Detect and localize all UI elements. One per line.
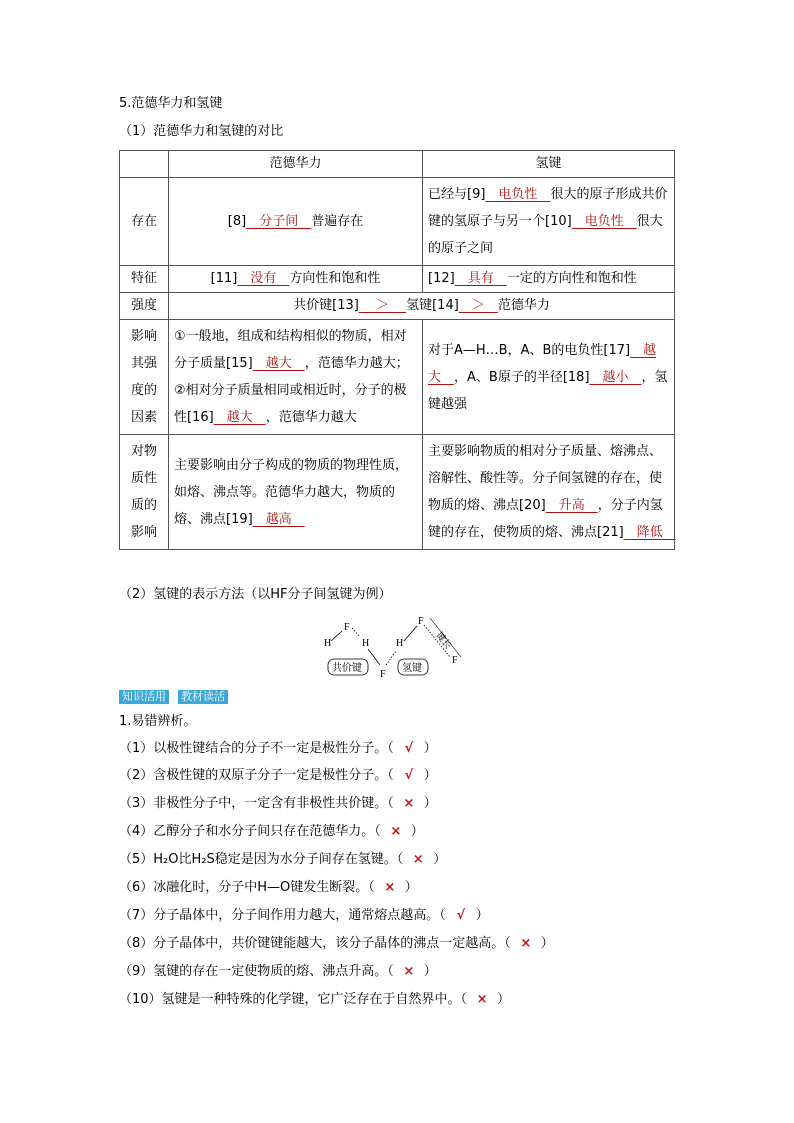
cross-mark: × [412, 852, 424, 867]
atom-f-1: F [344, 622, 350, 633]
cross-mark: × [476, 992, 488, 1007]
hf-hydrogen-bond-diagram [318, 613, 478, 681]
answer-8: 分子间 [246, 214, 312, 229]
exercise-title: 1.易错辨析。 [119, 714, 197, 729]
header-vdw: 范德华力 [169, 151, 423, 178]
cell-factors-hbond: 对于A—H…B，A、B的电负性[17] 越大 ，A、B原子的半径[18] 越小 ，氢键越强 [423, 320, 675, 435]
answer-12: 具有 [454, 271, 507, 286]
atom-h-3: H [396, 638, 404, 649]
exercise-item: （7）分子晶体中，分子间作用力越大，通常熔点越高。（ √ ） [119, 908, 489, 923]
row-label-feature: 特征 [120, 266, 169, 293]
cell-factors-vdw: ①一般地，组成和结构相似的物质，相对分子质量[15] 越大 ，范德华力越大； ②相对分子质量相同或相近时，分子的极性[16] 越大 ，范德华力越大 [169, 320, 423, 435]
header-cell-empty [120, 151, 169, 178]
exercise-item: （10）氢键是一种特殊的化学键，它广泛存在于自然界中。（ × ） [119, 992, 511, 1007]
atom-h-2: H [362, 638, 370, 649]
atom-f-2: F [380, 669, 386, 680]
answer-20: 升高 [545, 498, 598, 513]
cell-properties-vdw: 主要影响由分子构成的物质的物理性质，如熔、沸点等。范德华力越大，物质的熔、沸点[19] 越高 [169, 435, 423, 550]
answer-10: 电负性 [571, 214, 637, 229]
row-label-factors: 影响其强度的因素 [120, 320, 169, 435]
atom-f-3: F [418, 616, 424, 627]
atom-h-1: H [324, 638, 332, 649]
subsection-comparison: （1）范德华力和氢键的对比 [119, 124, 284, 139]
exercise-item: （8）分子晶体中，共价键键能越大，该分子晶体的沸点一定越高。（ × ） [119, 936, 554, 951]
subsection-representation: （2）氢键的表示方法（以HF分子间氢键为例） [119, 587, 392, 602]
table-row-exist [120, 178, 675, 266]
answer-9: 电负性 [485, 187, 551, 202]
exercise-item: （1）以极性键结合的分子不一定是极性分子。（ √ ） [119, 741, 437, 756]
covalent-bond-label: 共价键 [332, 663, 362, 674]
exercise-item: （9）氢键的存在一定使物质的熔、沸点升高。（ × ） [119, 964, 437, 979]
table-row-feature [120, 266, 675, 293]
answer-16: 越大 [213, 410, 266, 425]
cell-exist-vdw: [8] 分子间 普遍存在 [169, 178, 423, 266]
exercise-item: （4）乙醇分子和水分子间只存在范德华力。（ × ） [119, 824, 424, 839]
table-row-strength [120, 293, 675, 320]
check-mark: √ [404, 741, 414, 756]
hydrogen-bond-label: 氢键 [402, 663, 422, 674]
table-row-factors [120, 320, 675, 435]
cross-mark: × [520, 936, 532, 951]
check-mark: √ [404, 768, 414, 783]
exercise-item: （5）H₂O比H₂S稳定是因为水分子间存在氢键。（ × ） [119, 852, 447, 867]
cross-mark: × [390, 824, 402, 839]
cell-properties-hbond: 主要影响物质的相对分子质量、熔沸点、溶解性、酸性等。分子间氢键的存在，使物质的熔、沸点[20] 升高 ，分子内氢键的存在，使物质的熔、沸点[21] 降低 [423, 435, 675, 550]
section-title: 5.范德华力和氢键 [119, 96, 223, 111]
answer-17: 越大 [428, 342, 657, 385]
row-label-strength: 强度 [120, 293, 169, 320]
row-label-exist: 存在 [120, 178, 169, 266]
cell-feature-vdw: [11] 没有 方向性和饱和性 [169, 266, 423, 293]
table-row-properties [120, 435, 675, 550]
bond-length-label: 键长 [433, 630, 453, 652]
cell-exist-hbond: 已经与[9] 电负性 很大的原子形成共价键的氢原子与另一个[10] 电负性 很大的原子之间 [423, 178, 675, 266]
cross-mark: × [403, 796, 415, 811]
answer-19: 越高 [252, 511, 305, 527]
cell-strength: 共价键[13] ＞ 氢键[14] ＞ 范德华力 [169, 293, 675, 320]
check-mark: √ [456, 908, 466, 923]
badge-textbook-reading: 教材读活 [178, 690, 228, 704]
answer-21: 降低 [623, 525, 676, 540]
cell-feature-hbond: [12] 具有 一定的方向性和饱和性 [423, 266, 675, 293]
cross-mark: × [384, 880, 396, 895]
exercise-item: （6）冰融化时，分子中H—O键发生断裂。（ × ） [119, 880, 418, 895]
exercise-item: （3）非极性分子中，一定含有非极性共价键。（ × ） [119, 796, 437, 811]
exercise-item: （2）含极性键的双原子分子一定是极性分子。（ √ ） [119, 768, 437, 783]
header-hbond: 氢键 [423, 151, 675, 178]
answer-13: ＞ [358, 298, 407, 313]
row-label-properties: 对物质性质的影响 [120, 435, 169, 550]
table-header-row [120, 151, 675, 178]
answer-11: 没有 [237, 271, 290, 286]
answer-15: 越大 [252, 356, 305, 371]
comparison-table [119, 150, 675, 550]
answer-14: ＞ [458, 298, 498, 313]
badge-knowledge-use: 知识活用 [119, 690, 169, 704]
atom-f-4: F [452, 655, 458, 666]
cross-mark: × [403, 964, 415, 979]
answer-18: 越小 [589, 369, 642, 385]
